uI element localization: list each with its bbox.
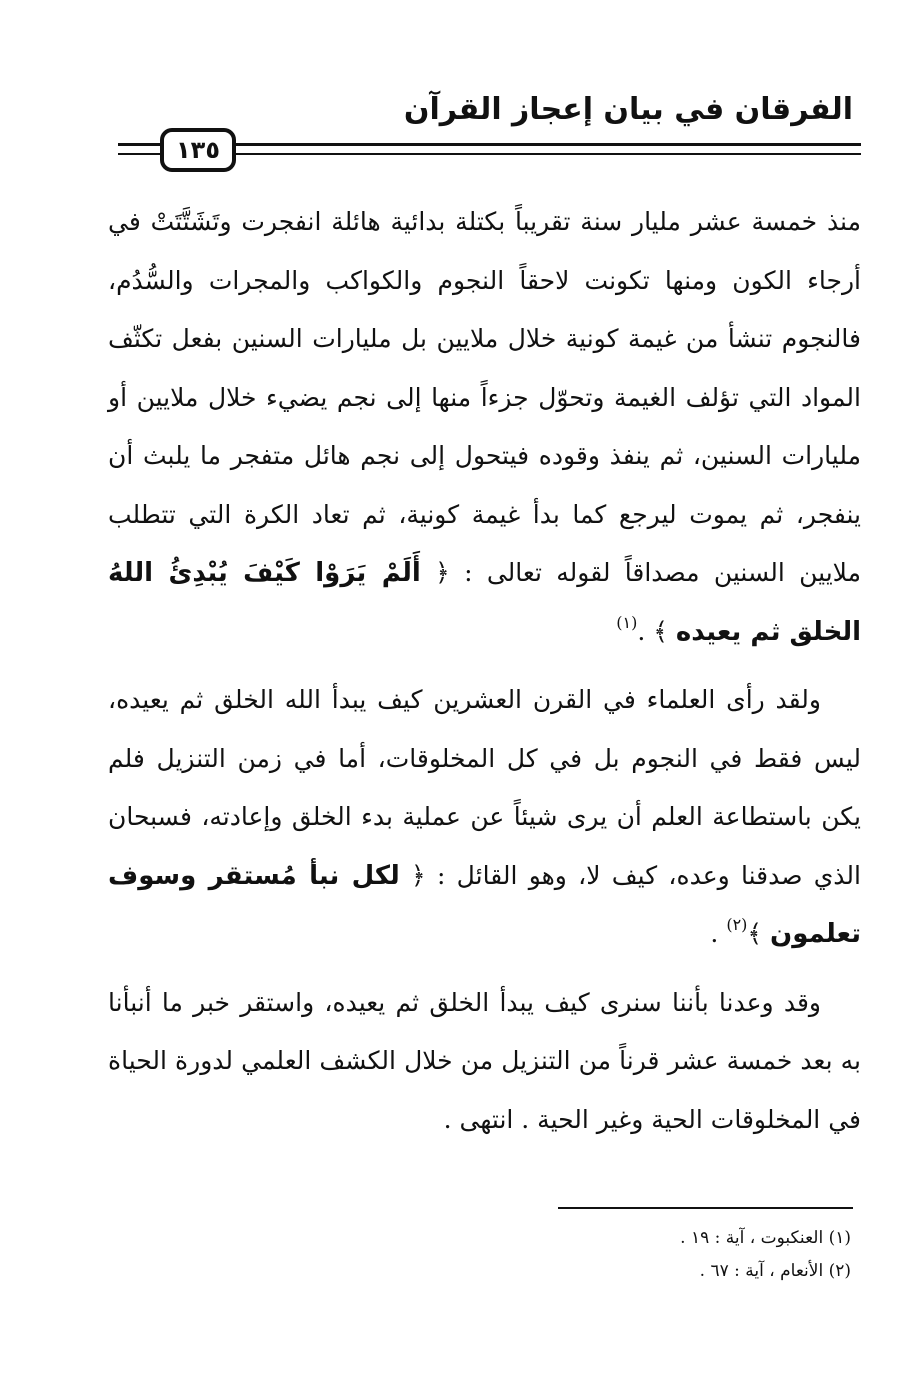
footnote-divider	[558, 1207, 853, 1209]
paragraph-2-end: .	[710, 919, 719, 948]
paragraph-3	[108, 974, 861, 1150]
quran-verse-1: أَلَمْ يَرَوْا كَيْفَ يُبْدِئُ اللهُ الخلق ثم يعيده	[108, 558, 861, 647]
main-text	[108, 193, 861, 1149]
footnote-1: (١) العنكبوت ، آية : ١٩ .	[680, 1228, 851, 1248]
quran-close-bracket: ﴾	[747, 919, 763, 948]
paragraph-3-text: وقد وعدنا بأننا سنرى كيف يبدأ الخلق ثم يعيده، واستقر خبر ما أنبأنا به بعد خمسة عشر قرناً من التنزيل من خلال الكشف العلمي لدورة الحياة في المخلوقات الحية وغير الحية . انتهى .	[108, 987, 861, 1134]
paragraph-1-end: .	[637, 616, 646, 646]
page-number: ١٣٥	[160, 128, 236, 172]
footnote-ref-1: (١)	[616, 612, 638, 632]
footnote-ref-2: (٢)	[726, 915, 748, 934]
footnotes	[680, 1222, 851, 1288]
book-title: الفرقان في بيان إعجاز القرآن	[403, 92, 853, 127]
quran-open-bracket: ﴿	[435, 558, 450, 587]
paragraph-2	[108, 671, 861, 964]
paragraph-2-text: ولقد رأى العلماء في القرن العشرين كيف يبدأ الله الخلق ثم يعيده، ليس فقط في النجوم بل في كل المخلوقات، أما في زمن التنزيل فلم يكن باستطاعة العلم أن يرى شيئاً عن عملية بدء الخلق وإعادته، فسبحان الذي صدقنا وعده، كيف لا، وهو القائل :	[108, 685, 861, 890]
paragraph-1	[108, 193, 861, 661]
paragraph-1-text: منذ خمسة عشر مليار سنة تقريباً بكتلة بدائية هائلة انفجرت وتَشَتَّتَتْ في أرجاء الكون ومنها تكونت لاحقاً النجوم والكواكب والمجرات والسُّدُم، فالنجوم تنشأ من غيمة كونية خلال ملايين بل مليارات السنين بفعل تكثّف المواد التي تؤلف الغيمة وتحوّل جزءاً منها إلى نجم يضيء خلال ملايين أو مليارات السنين، ثم ينفذ وقوده فيتحول إلى نجم هائل متفجر ما يلبث أن ينفجر، ثم يموت ليرجع كما بدأ غيمة كونية، ثم تعاد الكرة التي تتطلب ملايين السنين مصداقاً لقوله تعالى :	[108, 207, 861, 587]
quran-open-bracket: ﴿	[411, 860, 426, 890]
footnote-2: (٢) الأنعام ، آية : ٦٧ .	[699, 1261, 851, 1281]
quran-close-bracket: ﴾	[653, 616, 668, 646]
quran-verse-2: لكل نبأ مُستقر وسوف تعلمون	[108, 860, 861, 949]
